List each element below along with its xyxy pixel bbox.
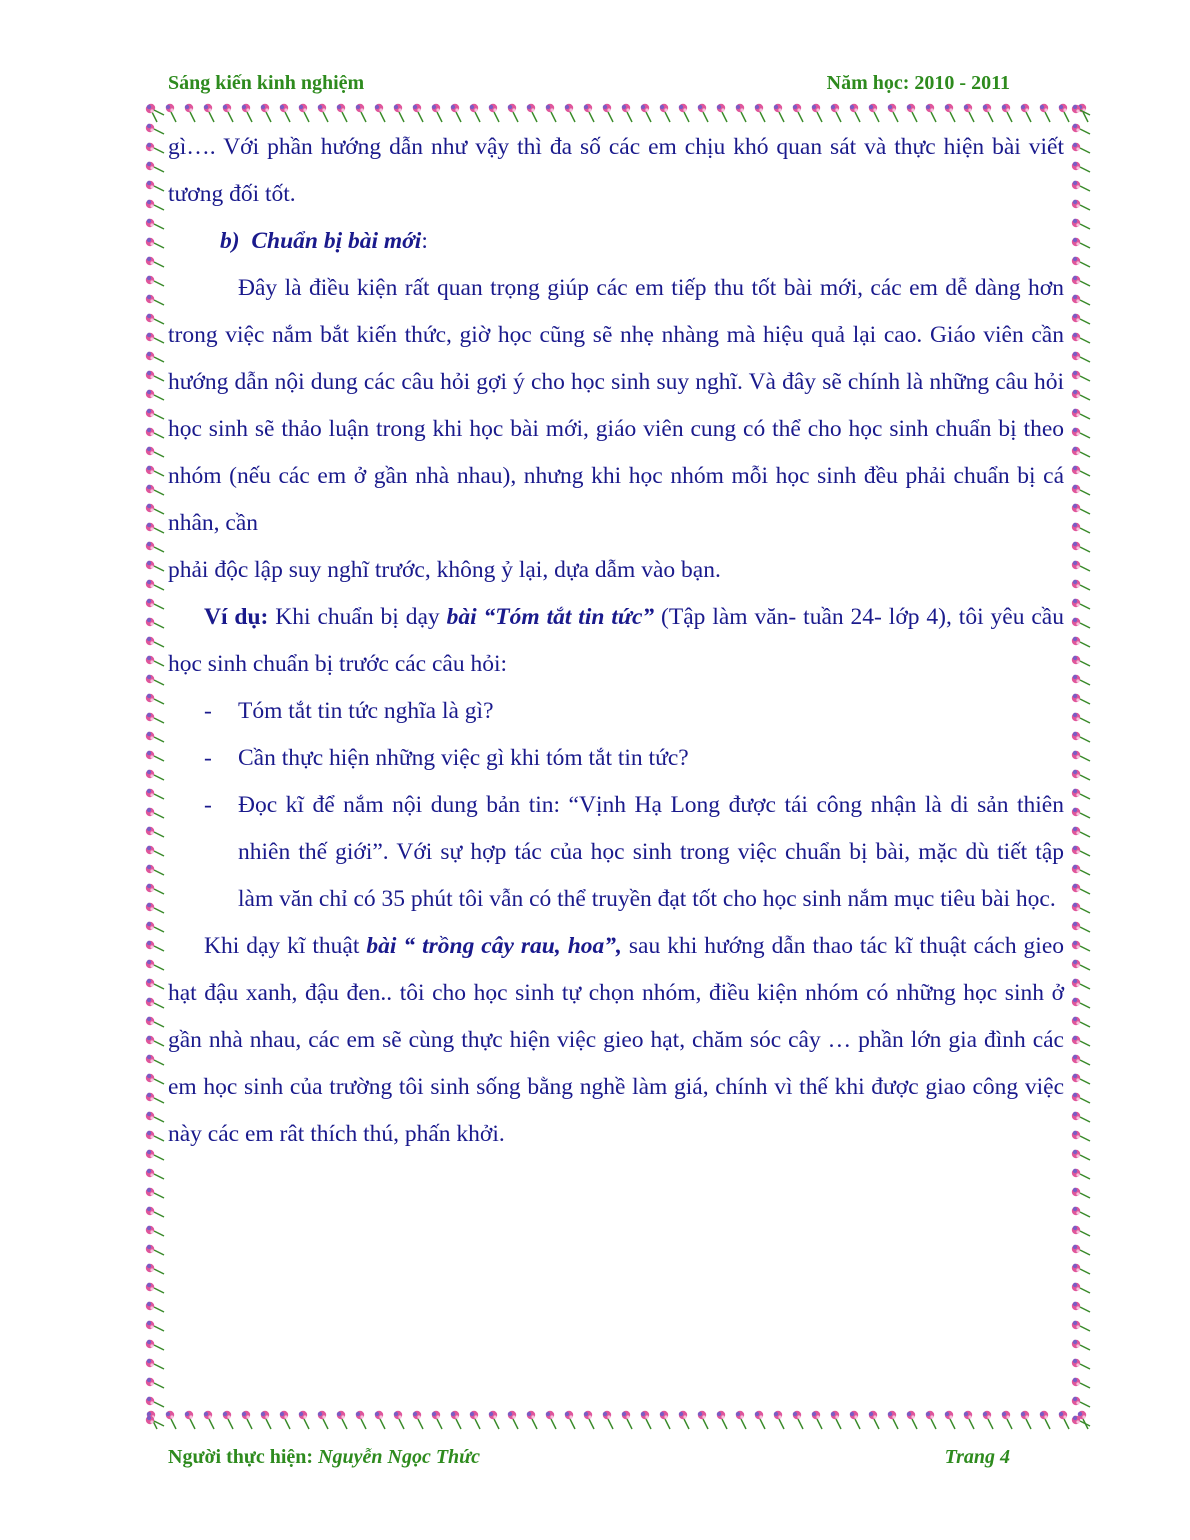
- paragraph-intro: gì…. Với phần hướng dẫn như vậy thì đa số các em chịu khó quan sát và thực hiện bài viết tương đối tốt.: [168, 134, 1064, 207]
- section-title: Chuẩn bị bài mới: [251, 228, 422, 254]
- header-school-year: Năm học: 2010 - 2011: [826, 72, 1010, 94]
- paragraph-preparation-end: phải độc lập suy nghĩ trước, không ỷ lại, dựa dẫm vào bạn.: [168, 557, 721, 583]
- list-dash: -: [204, 792, 212, 818]
- paragraph-technique: [168, 923, 1064, 1158]
- example-text-2: (Tập làm văn- tuần 24- lớp 4), tôi yêu cầu học sinh chuẩn bị trước các câu hỏi:: [168, 604, 1064, 677]
- section-colon: :: [421, 228, 428, 254]
- flower-border-left: [143, 101, 167, 1432]
- list-item-text: Cần thực hiện những việc gì khi tóm tắt tin tức?: [238, 745, 689, 771]
- section-marker: b): [220, 228, 240, 254]
- technique-text-1: Khi dạy kĩ thuật: [204, 933, 367, 959]
- paragraph-example: [168, 594, 1064, 688]
- example-label: Ví dụ:: [204, 604, 269, 630]
- footer-author: [168, 1446, 480, 1469]
- example-lesson: bài “Tóm tắt tin tức”: [446, 604, 655, 630]
- list-dash: -: [204, 698, 212, 724]
- page-header: [168, 72, 1010, 95]
- list-item: [168, 735, 1064, 782]
- technique-lesson: bài “ trồng cây rau, hoa”,: [366, 933, 622, 959]
- flower-border-top: [143, 101, 1093, 125]
- technique-text-2: sau khi hướng dẫn thao tác kĩ thuật cách gieo hạt đậu xanh, đậu đen.. tôi cho học sinh tự chọn nhóm, điều kiện nhóm có những học sinh ở gần nhà nhau, các em sẽ cùng thực hiện việc gieo hạt, chăm sóc cây … phần lớn gia đình các em học sinh của trường tôi sinh sống bằng nghề làm giá, chính vì thế khi được giao công việc này các em rât thích thú, phấn khởi.: [168, 933, 1065, 1147]
- footer-author-name: Nguyễn Ngọc Thức: [318, 1446, 481, 1468]
- header-title: Sáng kiến kinh nghiệm: [168, 72, 365, 94]
- section-heading: [168, 218, 1064, 265]
- example-text-1: Khi chuẩn bị dạy: [268, 604, 447, 630]
- page-footer: [168, 1446, 1010, 1469]
- footer-author-label: Người thực hiện:: [168, 1446, 319, 1468]
- paragraph-preparation: Đây là điều kiện rất quan trọng giúp các em tiếp thu tốt bài mới, các em dễ dàng hơn trong việc nắm bắt kiến thức, giờ học cũng sẽ nhẹ nhàng mà hiệu quả lại cao. Giáo viên cần hướng dẫn nội dung các câu hỏi gợi ý cho học sinh suy nghĩ. Và đây sẽ chính là những câu hỏi học sinh sẽ thảo luận trong khi học bài mới, giáo viên cung có thể cho học sinh chuẩn bị theo nhóm (nếu các em ở gần nhà nhau), nhưng khi học nhóm mỗi học sinh đều phải chuẩn bị cá nhân, cần: [168, 275, 1064, 536]
- list-item-text: Tóm tắt tin tức nghĩa là gì?: [238, 698, 494, 724]
- flower-border-right: [1069, 101, 1093, 1432]
- list-item: [168, 688, 1064, 735]
- list-dash: -: [204, 745, 212, 771]
- list-item: [168, 782, 1064, 923]
- list-item-text: Đọc kĩ để nắm nội dung bản tin: “Vịnh Hạ Long được tái công nhận là di sản thiên nhiên thế giới”. Với sự hợp tác của học sinh trong việc chuẩn bị bài, mặc dù tiết tập làm văn chỉ có 35 phút tôi vẫn có thể truyền đạt tốt cho học sinh nắm mục tiêu bài học.: [238, 792, 1064, 912]
- page-number: Trang 4: [944, 1446, 1010, 1468]
- flower-border-bottom: [143, 1408, 1093, 1432]
- document-body: [168, 124, 1064, 1158]
